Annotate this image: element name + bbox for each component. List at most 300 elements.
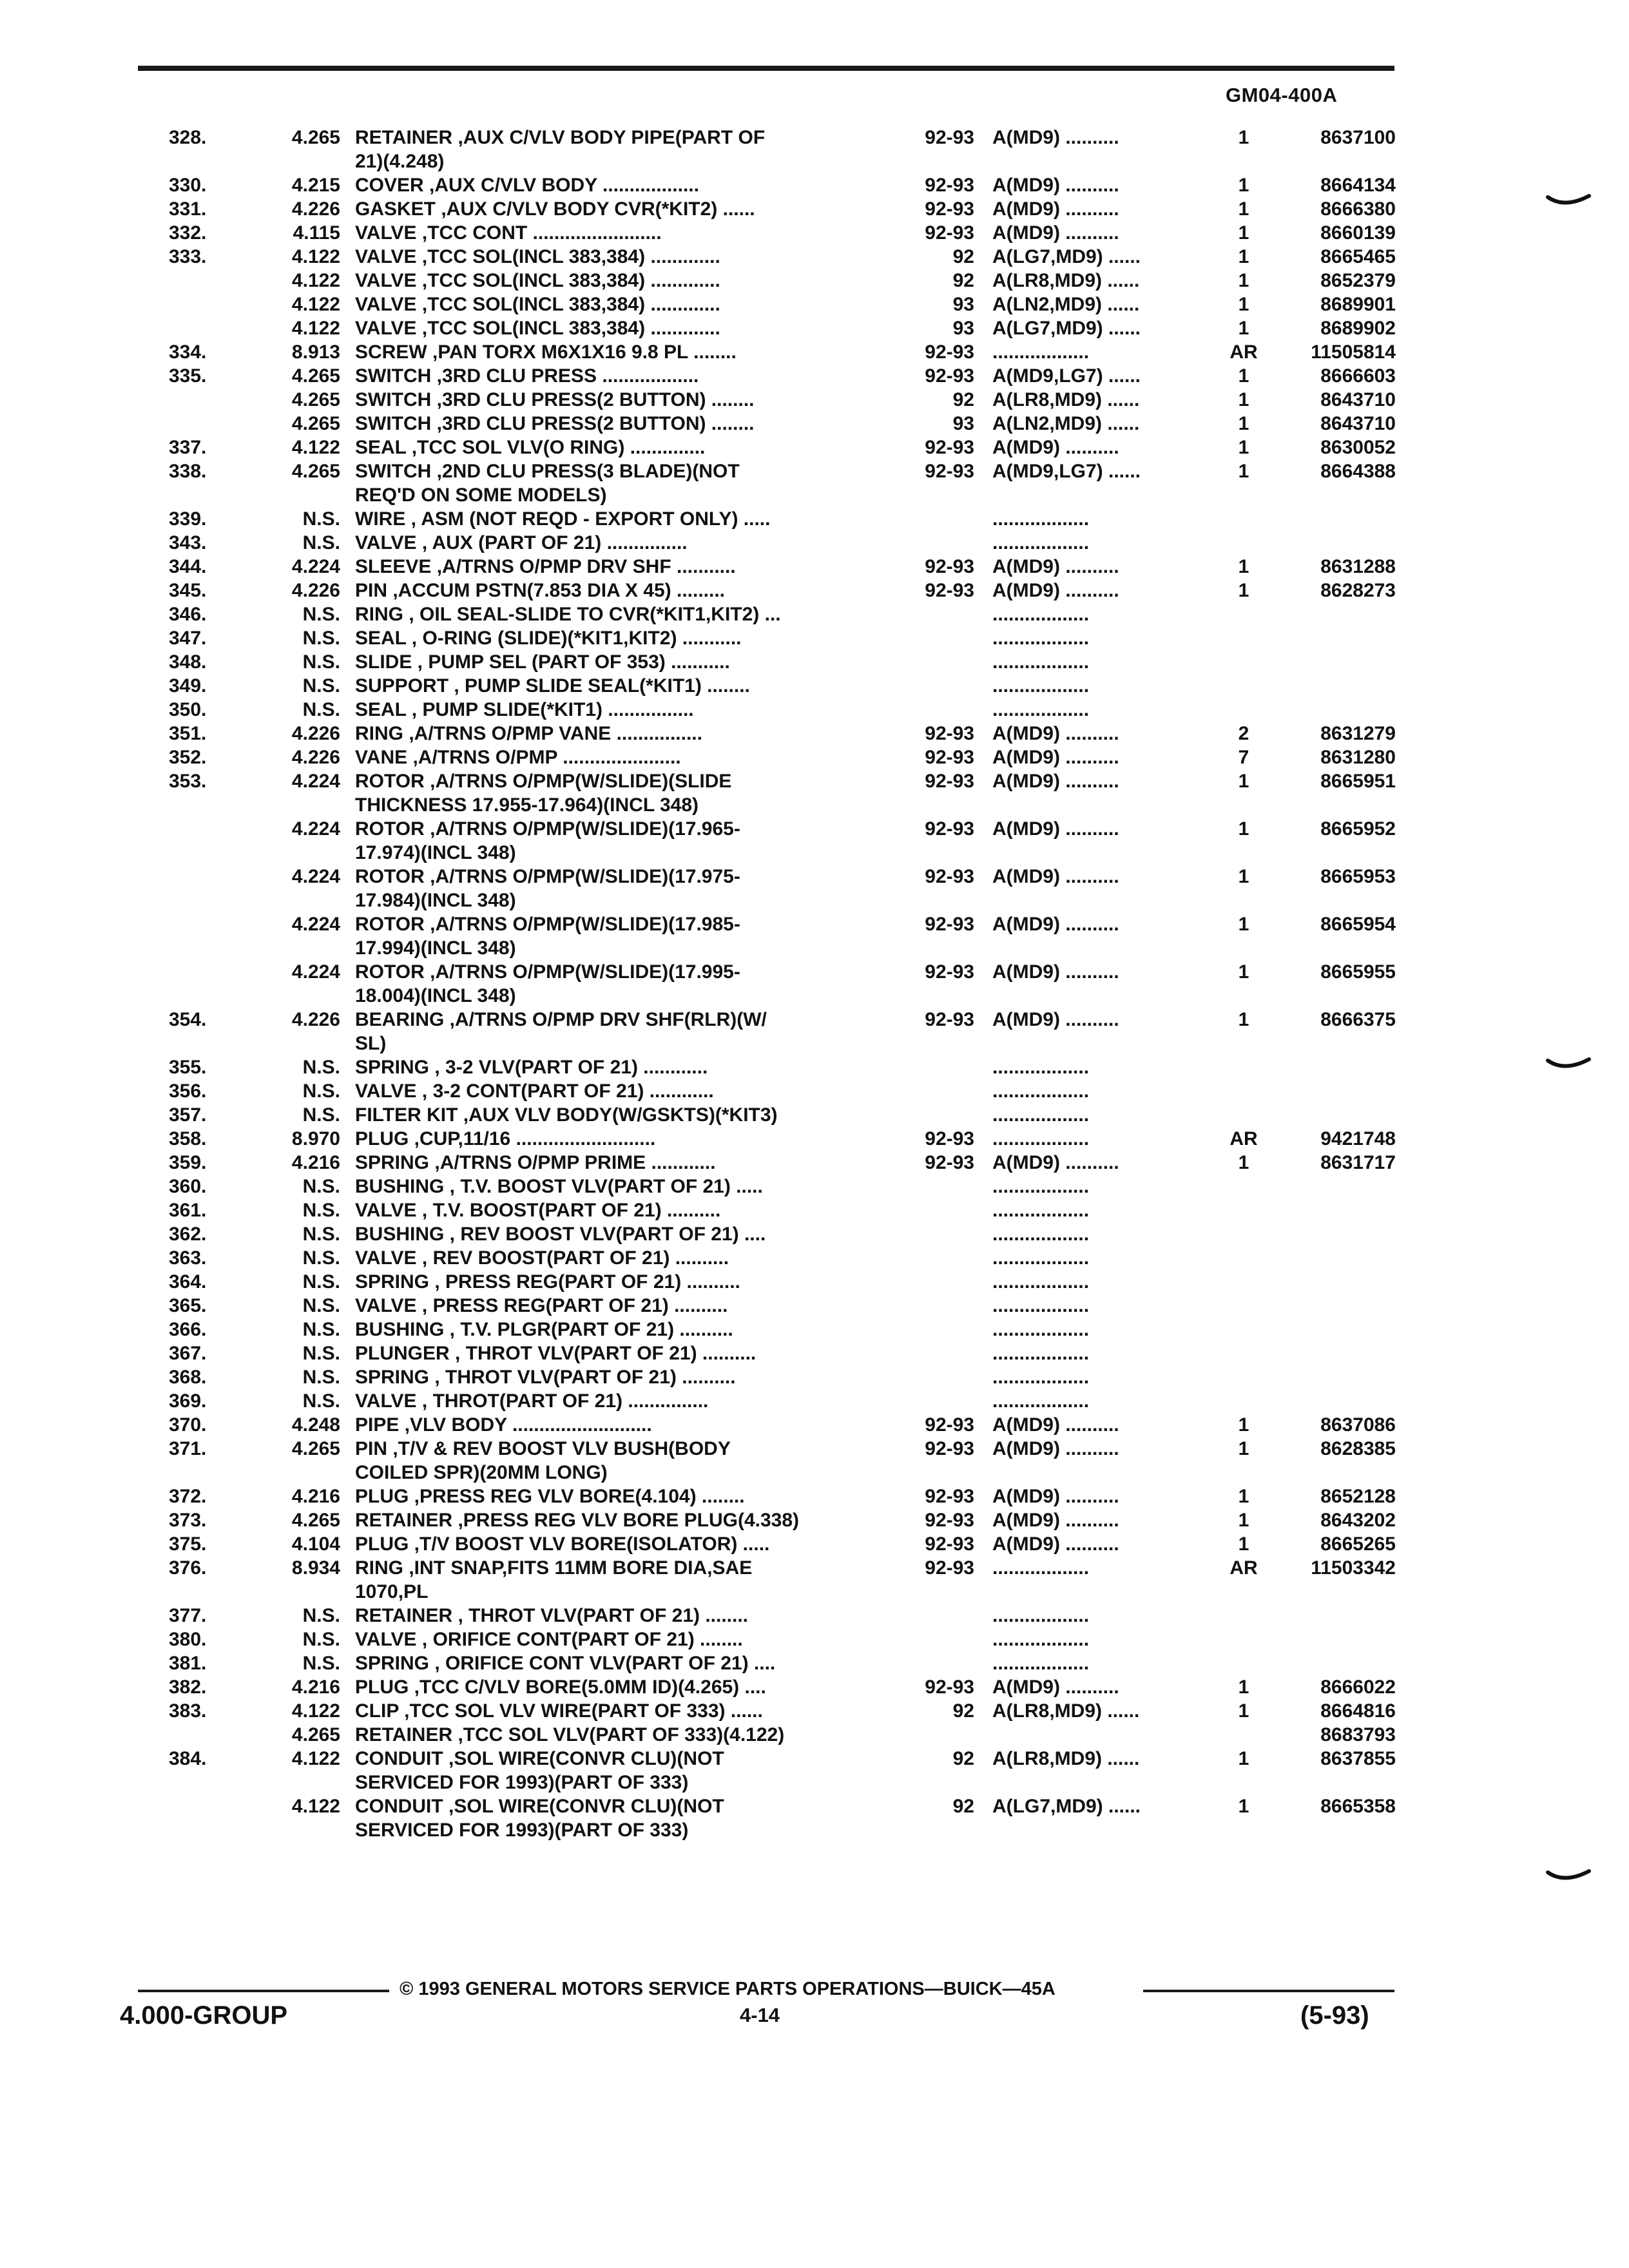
part-row bbox=[0, 1604, 1629, 1628]
ref-number: 338. bbox=[169, 461, 207, 482]
part-description: SWITCH ,2ND CLU PRESS(3 BLADE)(NOT REQ'D ON SOME MODELS) bbox=[355, 461, 740, 506]
part-description: ROTOR ,A/TRNS O/PMP(W/SLIDE)(17.975- 17.984)(INCL 348) bbox=[355, 866, 740, 911]
part-number: 8665358 bbox=[1320, 1796, 1396, 1817]
part-description: RING ,A/TRNS O/PMP VANE ................ bbox=[355, 723, 702, 744]
part-row bbox=[0, 340, 1629, 364]
group-number: 4.265 bbox=[291, 413, 340, 434]
part-number: 8683793 bbox=[1320, 1724, 1396, 1745]
group-number: N.S. bbox=[302, 1629, 340, 1650]
part-description: VALVE , ORIFICE CONT(PART OF 21) ........ bbox=[355, 1629, 743, 1650]
part-description: GASKET ,AUX C/VLV BODY CVR(*KIT2) ...... bbox=[355, 198, 755, 220]
model-years: 92-93 bbox=[925, 1557, 974, 1579]
part-number: 8665265 bbox=[1320, 1533, 1396, 1555]
application-code: A(MD9) .......... bbox=[992, 1438, 1119, 1459]
part-description: SPRING , ORIFICE CONT VLV(PART OF 21) .... bbox=[355, 1653, 776, 1674]
part-description: SPRING , 3-2 VLV(PART OF 21) ............ bbox=[355, 1057, 708, 1078]
model-years: 92-93 bbox=[925, 461, 974, 482]
part-number: 8631279 bbox=[1320, 723, 1396, 744]
ref-number: 330. bbox=[169, 175, 207, 196]
application-code: A(MD9) .......... bbox=[992, 1510, 1119, 1531]
part-row bbox=[0, 1175, 1629, 1198]
part-row bbox=[0, 1079, 1629, 1103]
group-number: 8.970 bbox=[291, 1128, 340, 1149]
quantity: 1 bbox=[1238, 580, 1249, 601]
part-description: ROTOR ,A/TRNS O/PMP(W/SLIDE)(SLIDE THICKNESS 17.955-17.964)(INCL 348) bbox=[355, 771, 732, 816]
ref-number: 348. bbox=[169, 651, 207, 673]
model-years: 92-93 bbox=[925, 1152, 974, 1173]
part-description: COVER ,AUX C/VLV BODY .................. bbox=[355, 175, 699, 196]
ref-number: 333. bbox=[169, 246, 207, 267]
part-description: VALVE , REV BOOST(PART OF 21) .......... bbox=[355, 1247, 729, 1269]
group-number: 4.122 bbox=[291, 246, 340, 267]
group-number: 4.224 bbox=[291, 914, 340, 935]
group-number: N.S. bbox=[302, 1224, 340, 1245]
part-row bbox=[0, 1151, 1629, 1175]
part-description: VALVE ,TCC SOL(INCL 383,384) ............. bbox=[355, 246, 720, 267]
group-number: 8.913 bbox=[291, 341, 340, 363]
part-description: BUSHING , T.V. PLGR(PART OF 21) .......... bbox=[355, 1319, 733, 1340]
model-years: 92-93 bbox=[925, 1533, 974, 1555]
part-description: VALVE , T.V. BOOST(PART OF 21) .......... bbox=[355, 1200, 721, 1221]
part-number: 8666022 bbox=[1320, 1677, 1396, 1698]
application-code: A(LR8,MD9) ...... bbox=[992, 389, 1140, 410]
quantity: 2 bbox=[1238, 723, 1249, 744]
application-code: .................. bbox=[992, 699, 1090, 720]
part-number: 8666603 bbox=[1320, 365, 1396, 387]
part-number: 8665955 bbox=[1320, 961, 1396, 983]
quantity: 1 bbox=[1238, 818, 1249, 840]
part-row bbox=[0, 1198, 1629, 1222]
group-number: 4.226 bbox=[291, 580, 340, 601]
part-description: PLUG ,PRESS REG VLV BORE(4.104) ........ bbox=[355, 1486, 745, 1507]
part-description: RETAINER ,AUX C/VLV BODY PIPE(PART OF 21)(4.248) bbox=[355, 127, 766, 172]
group-label: 4.000-GROUP bbox=[120, 2001, 288, 2030]
group-number: 4.224 bbox=[291, 771, 340, 792]
part-row bbox=[0, 1556, 1629, 1604]
part-number: 8664134 bbox=[1320, 175, 1396, 196]
model-years: 92-93 bbox=[925, 1677, 974, 1698]
application-code: .................. bbox=[992, 1367, 1090, 1388]
part-number: 9421748 bbox=[1320, 1128, 1396, 1149]
ref-number: 381. bbox=[169, 1653, 207, 1674]
quantity: 1 bbox=[1238, 127, 1249, 148]
part-description: RING ,INT SNAP,FITS 11MM BORE DIA,SAE 1070,PL bbox=[355, 1557, 753, 1602]
part-number: 8631280 bbox=[1320, 747, 1396, 768]
quantity: 1 bbox=[1238, 389, 1249, 410]
part-number: 8630052 bbox=[1320, 437, 1396, 458]
part-row bbox=[0, 1437, 1629, 1485]
part-row bbox=[0, 412, 1629, 436]
part-description: VALVE ,TCC CONT ........................ bbox=[355, 222, 662, 244]
group-number: 4.265 bbox=[291, 389, 340, 410]
part-description: VALVE , 3-2 CONT(PART OF 21) ............ bbox=[355, 1081, 714, 1102]
part-number: 8637086 bbox=[1320, 1414, 1396, 1436]
quantity: 1 bbox=[1238, 1677, 1249, 1698]
model-years: 92-93 bbox=[925, 556, 974, 577]
model-years: 92-93 bbox=[925, 1128, 974, 1149]
part-description: SEAL ,TCC SOL VLV(O RING) .............. bbox=[355, 437, 706, 458]
part-number: 8665953 bbox=[1320, 866, 1396, 887]
part-row bbox=[0, 555, 1629, 579]
model-years: 92-93 bbox=[925, 365, 974, 387]
group-number: 4.248 bbox=[291, 1414, 340, 1436]
ref-number: 359. bbox=[169, 1152, 207, 1173]
model-years: 92 bbox=[952, 1796, 974, 1817]
part-row bbox=[0, 769, 1629, 817]
group-number: N.S. bbox=[302, 1247, 340, 1269]
group-number: N.S. bbox=[302, 699, 340, 720]
model-years: 93 bbox=[952, 413, 974, 434]
application-code: A(LN2,MD9) ...... bbox=[992, 413, 1140, 434]
application-code: .................. bbox=[992, 1081, 1090, 1102]
quantity: 7 bbox=[1238, 747, 1249, 768]
group-number: 4.122 bbox=[291, 318, 340, 339]
part-row bbox=[0, 745, 1629, 769]
ref-number: 351. bbox=[169, 723, 207, 744]
group-number: N.S. bbox=[302, 1319, 340, 1340]
part-row bbox=[0, 579, 1629, 602]
quantity: 1 bbox=[1238, 246, 1249, 267]
group-number: N.S. bbox=[302, 1271, 340, 1293]
model-years: 92 bbox=[952, 1700, 974, 1722]
part-number: 8664388 bbox=[1320, 461, 1396, 482]
group-number: 4.226 bbox=[291, 1009, 340, 1030]
group-number: 4.216 bbox=[291, 1486, 340, 1507]
part-description: RING , OIL SEAL-SLIDE TO CVR(*KIT1,KIT2) ... bbox=[355, 604, 781, 625]
part-description: PLUG ,CUP,11/16 .......................... bbox=[355, 1128, 656, 1149]
group-number: 4.216 bbox=[291, 1152, 340, 1173]
ref-number: 372. bbox=[169, 1486, 207, 1507]
quantity: 1 bbox=[1238, 1438, 1249, 1459]
part-row bbox=[0, 245, 1629, 269]
model-years: 92-93 bbox=[925, 1510, 974, 1531]
part-row bbox=[0, 1294, 1629, 1318]
quantity: 1 bbox=[1238, 961, 1249, 983]
application-code: A(MD9) .......... bbox=[992, 1152, 1119, 1173]
part-number: 8643202 bbox=[1320, 1510, 1396, 1531]
group-number: 4.224 bbox=[291, 961, 340, 983]
model-years: 92-93 bbox=[925, 1486, 974, 1507]
application-code: A(MD9) .......... bbox=[992, 222, 1119, 244]
part-number: 8652379 bbox=[1320, 270, 1396, 291]
part-number: 8666375 bbox=[1320, 1009, 1396, 1030]
group-number: 4.265 bbox=[291, 1724, 340, 1745]
ref-number: 356. bbox=[169, 1081, 207, 1102]
revision-date: (5-93) bbox=[1300, 2001, 1369, 2030]
group-number: 4.122 bbox=[291, 270, 340, 291]
part-description: SLEEVE ,A/TRNS O/PMP DRV SHF ........... bbox=[355, 556, 736, 577]
part-row bbox=[0, 1008, 1629, 1055]
quantity: 1 bbox=[1238, 222, 1249, 244]
part-description: SEAL , O-RING (SLIDE)(*KIT1,KIT2) ........... bbox=[355, 628, 742, 649]
quantity: 1 bbox=[1238, 365, 1249, 387]
group-number: N.S. bbox=[302, 1081, 340, 1102]
part-number: 8652128 bbox=[1320, 1486, 1396, 1507]
application-code: A(LG7,MD9) ...... bbox=[992, 246, 1141, 267]
ref-number: 376. bbox=[169, 1557, 207, 1579]
ref-number: 337. bbox=[169, 437, 207, 458]
part-row bbox=[0, 1341, 1629, 1365]
quantity: 1 bbox=[1238, 1009, 1249, 1030]
application-code: .................. bbox=[992, 1247, 1090, 1269]
part-row bbox=[0, 1318, 1629, 1341]
part-row bbox=[0, 1532, 1629, 1556]
group-number: N.S. bbox=[302, 604, 340, 625]
model-years: 92-93 bbox=[925, 1009, 974, 1030]
application-code: A(LG7,MD9) ...... bbox=[992, 318, 1141, 339]
group-number: N.S. bbox=[302, 1295, 340, 1316]
model-years: 92-93 bbox=[925, 127, 974, 148]
model-years: 92-93 bbox=[925, 1438, 974, 1459]
part-description: VALVE ,TCC SOL(INCL 383,384) ............. bbox=[355, 270, 720, 291]
application-code: .................. bbox=[992, 675, 1090, 697]
model-years: 92-93 bbox=[925, 222, 974, 244]
part-row bbox=[0, 1413, 1629, 1437]
ref-number: 377. bbox=[169, 1605, 207, 1626]
application-code: A(MD9) .......... bbox=[992, 175, 1119, 196]
part-number: 8689901 bbox=[1320, 294, 1396, 315]
model-years: 92-93 bbox=[925, 747, 974, 768]
ref-number: 354. bbox=[169, 1009, 207, 1030]
model-years: 92-93 bbox=[925, 723, 974, 744]
ref-number: 339. bbox=[169, 508, 207, 530]
ref-number: 382. bbox=[169, 1677, 207, 1698]
ref-number: 355. bbox=[169, 1057, 207, 1078]
part-row bbox=[0, 722, 1629, 745]
application-code: .................. bbox=[992, 1605, 1090, 1626]
part-description: VALVE , PRESS REG(PART OF 21) .......... bbox=[355, 1295, 728, 1316]
group-number: 4.122 bbox=[291, 1796, 340, 1817]
application-code: A(MD9) .......... bbox=[992, 556, 1119, 577]
application-code: .................. bbox=[992, 1200, 1090, 1221]
footer-rule bbox=[138, 1990, 389, 1992]
part-description: BUSHING , REV BOOST VLV(PART OF 21) .... bbox=[355, 1224, 766, 1245]
group-number: 4.265 bbox=[291, 1438, 340, 1459]
application-code: .................. bbox=[992, 1653, 1090, 1674]
application-code: .................. bbox=[992, 1629, 1090, 1650]
application-code: .................. bbox=[992, 1319, 1090, 1340]
group-number: N.S. bbox=[302, 1605, 340, 1626]
group-number: 4.122 bbox=[291, 437, 340, 458]
group-number: 4.122 bbox=[291, 1748, 340, 1769]
part-row bbox=[0, 626, 1629, 650]
part-row bbox=[0, 1055, 1629, 1079]
ref-number: 347. bbox=[169, 628, 207, 649]
group-number: 4.226 bbox=[291, 198, 340, 220]
model-years: 92-93 bbox=[925, 341, 974, 363]
group-number: 4.122 bbox=[291, 294, 340, 315]
parts-list bbox=[0, 126, 1629, 1842]
model-years: 93 bbox=[952, 294, 974, 315]
model-years: 92-93 bbox=[925, 818, 974, 840]
part-number: 8665465 bbox=[1320, 246, 1396, 267]
ref-number: 349. bbox=[169, 675, 207, 697]
group-number: N.S. bbox=[302, 1390, 340, 1412]
group-number: N.S. bbox=[302, 532, 340, 553]
group-number: 4.226 bbox=[291, 723, 340, 744]
part-number: 8628273 bbox=[1320, 580, 1396, 601]
part-description: PIN ,ACCUM PSTN(7.853 DIA X 45) ......... bbox=[355, 580, 726, 601]
ref-number: 365. bbox=[169, 1295, 207, 1316]
group-number: 4.216 bbox=[291, 1677, 340, 1698]
group-number: 4.224 bbox=[291, 556, 340, 577]
part-number: 11503342 bbox=[1311, 1557, 1396, 1579]
application-code: .................. bbox=[992, 1390, 1090, 1412]
application-code: .................. bbox=[992, 508, 1090, 530]
part-row bbox=[0, 1389, 1629, 1413]
quantity: AR bbox=[1229, 1557, 1258, 1579]
application-code: .................. bbox=[992, 532, 1090, 553]
ref-number: 335. bbox=[169, 365, 207, 387]
ref-number: 343. bbox=[169, 532, 207, 553]
group-number: 4.265 bbox=[291, 127, 340, 148]
quantity: 1 bbox=[1238, 1533, 1249, 1555]
quantity: 1 bbox=[1238, 1796, 1249, 1817]
application-code: A(MD9) .......... bbox=[992, 1009, 1119, 1030]
quantity: 1 bbox=[1238, 270, 1249, 291]
application-code: A(MD9) .......... bbox=[992, 1486, 1119, 1507]
part-row bbox=[0, 269, 1629, 293]
application-code: .................. bbox=[992, 1128, 1090, 1149]
part-number: 11505814 bbox=[1311, 341, 1396, 363]
application-code: .................. bbox=[992, 1343, 1090, 1364]
ref-number: 332. bbox=[169, 222, 207, 244]
ref-number: 352. bbox=[169, 747, 207, 768]
quantity: 1 bbox=[1238, 556, 1249, 577]
model-years: 92-93 bbox=[925, 580, 974, 601]
quantity: 1 bbox=[1238, 461, 1249, 482]
part-description: PIN ,T/V & REV BOOST VLV BUSH(BODY COILED SPR)(20MM LONG) bbox=[355, 1438, 731, 1483]
quantity: 1 bbox=[1238, 198, 1249, 220]
ref-number: 350. bbox=[169, 699, 207, 720]
application-code: .................. bbox=[992, 1057, 1090, 1078]
part-description: RETAINER ,TCC SOL VLV(PART OF 333)(4.122) bbox=[355, 1724, 785, 1745]
application-code: A(MD9) .......... bbox=[992, 198, 1119, 220]
part-row bbox=[0, 1794, 1629, 1842]
part-row bbox=[0, 698, 1629, 722]
ref-number: 346. bbox=[169, 604, 207, 625]
quantity: 1 bbox=[1238, 437, 1249, 458]
part-row bbox=[0, 865, 1629, 912]
quantity: 1 bbox=[1238, 914, 1249, 935]
group-number: N.S. bbox=[302, 1176, 340, 1197]
ref-number: 344. bbox=[169, 556, 207, 577]
part-description: SUPPORT , PUMP SLIDE SEAL(*KIT1) ........ bbox=[355, 675, 750, 697]
application-code: .................. bbox=[992, 341, 1090, 363]
part-row bbox=[0, 817, 1629, 865]
quantity: 1 bbox=[1238, 1414, 1249, 1436]
part-description: SPRING , THROT VLV(PART OF 21) .......... bbox=[355, 1367, 736, 1388]
model-years: 92 bbox=[952, 1748, 974, 1769]
quantity: 1 bbox=[1238, 771, 1249, 792]
quantity: 1 bbox=[1238, 1486, 1249, 1507]
group-number: 4.224 bbox=[291, 866, 340, 887]
part-row bbox=[0, 912, 1629, 960]
part-description: SPRING ,A/TRNS O/PMP PRIME ............ bbox=[355, 1152, 716, 1173]
ref-number: 358. bbox=[169, 1128, 207, 1149]
part-description: ROTOR ,A/TRNS O/PMP(W/SLIDE)(17.985- 17.994)(INCL 348) bbox=[355, 914, 740, 959]
group-number: 4.224 bbox=[291, 818, 340, 840]
application-code: .................. bbox=[992, 1176, 1090, 1197]
copyright-line: © 1993 GENERAL MOTORS SERVICE PARTS OPERATIONS—BUICK—45A bbox=[400, 1979, 1055, 1999]
application-code: A(LR8,MD9) ...... bbox=[992, 1748, 1140, 1769]
part-number: 8689902 bbox=[1320, 318, 1396, 339]
application-code: A(LR8,MD9) ...... bbox=[992, 1700, 1140, 1722]
part-number: 8643710 bbox=[1320, 413, 1396, 434]
part-description: FILTER KIT ,AUX VLV BODY(W/GSKTS)(*KIT3) bbox=[355, 1104, 778, 1126]
ref-number: 363. bbox=[169, 1247, 207, 1269]
application-code: .................. bbox=[992, 1224, 1090, 1245]
part-row bbox=[0, 1723, 1629, 1747]
part-row bbox=[0, 1675, 1629, 1699]
part-row bbox=[0, 1246, 1629, 1270]
ref-number: 353. bbox=[169, 771, 207, 792]
quantity: 1 bbox=[1238, 1510, 1249, 1531]
part-row bbox=[0, 388, 1629, 412]
group-number: 4.226 bbox=[291, 747, 340, 768]
group-number: N.S. bbox=[302, 651, 340, 673]
part-description: SEAL , PUMP SLIDE(*KIT1) ................ bbox=[355, 699, 694, 720]
part-row bbox=[0, 1651, 1629, 1675]
group-number: 4.215 bbox=[291, 175, 340, 196]
part-number: 8628385 bbox=[1320, 1438, 1396, 1459]
application-code: A(MD9) .......... bbox=[992, 1414, 1119, 1436]
ref-number: 384. bbox=[169, 1748, 207, 1769]
part-row bbox=[0, 1222, 1629, 1246]
part-description: ROTOR ,A/TRNS O/PMP(W/SLIDE)(17.965- 17.974)(INCL 348) bbox=[355, 818, 740, 863]
application-code: A(MD9) .......... bbox=[992, 1677, 1119, 1698]
part-row bbox=[0, 293, 1629, 316]
ref-number: 334. bbox=[169, 341, 207, 363]
part-row bbox=[0, 1365, 1629, 1389]
ref-number: 373. bbox=[169, 1510, 207, 1531]
part-number: 8666380 bbox=[1320, 198, 1396, 220]
part-description: VALVE , AUX (PART OF 21) ............... bbox=[355, 532, 688, 553]
quantity: 1 bbox=[1238, 866, 1249, 887]
group-number: 4.104 bbox=[291, 1533, 340, 1555]
part-description: VALVE ,TCC SOL(INCL 383,384) ............. bbox=[355, 294, 720, 315]
ref-number: 369. bbox=[169, 1390, 207, 1412]
application-code: A(LG7,MD9) ...... bbox=[992, 1796, 1141, 1817]
quantity: 1 bbox=[1238, 413, 1249, 434]
quantity: 1 bbox=[1238, 175, 1249, 196]
group-number: N.S. bbox=[302, 675, 340, 697]
part-row bbox=[0, 197, 1629, 221]
part-row bbox=[0, 1103, 1629, 1127]
part-description: PLUNGER , THROT VLV(PART OF 21) .......... bbox=[355, 1343, 757, 1364]
document-code: GM04-400A bbox=[1226, 84, 1338, 106]
application-code: .................. bbox=[992, 604, 1090, 625]
group-number: N.S. bbox=[302, 1343, 340, 1364]
application-code: A(MD9,LG7) ...... bbox=[992, 461, 1141, 482]
part-row bbox=[0, 126, 1629, 173]
quantity: 1 bbox=[1238, 1748, 1249, 1769]
application-code: A(MD9) .......... bbox=[992, 961, 1119, 983]
quantity: 1 bbox=[1238, 1700, 1249, 1722]
application-code: .................. bbox=[992, 1295, 1090, 1316]
footer-rule bbox=[1143, 1990, 1394, 1992]
ref-number: 370. bbox=[169, 1414, 207, 1436]
application-code: A(MD9) .......... bbox=[992, 723, 1119, 744]
part-description: CONDUIT ,SOL WIRE(CONVR CLU)(NOT SERVICED FOR 1993)(PART OF 333) bbox=[355, 1796, 724, 1841]
group-number: 4.122 bbox=[291, 1700, 340, 1722]
margin-tick-mark bbox=[1545, 193, 1592, 209]
group-number: N.S. bbox=[302, 508, 340, 530]
application-code: A(MD9) .......... bbox=[992, 580, 1119, 601]
part-row bbox=[0, 1485, 1629, 1508]
group-number: 8.934 bbox=[291, 1557, 340, 1579]
model-years: 92-93 bbox=[925, 914, 974, 935]
